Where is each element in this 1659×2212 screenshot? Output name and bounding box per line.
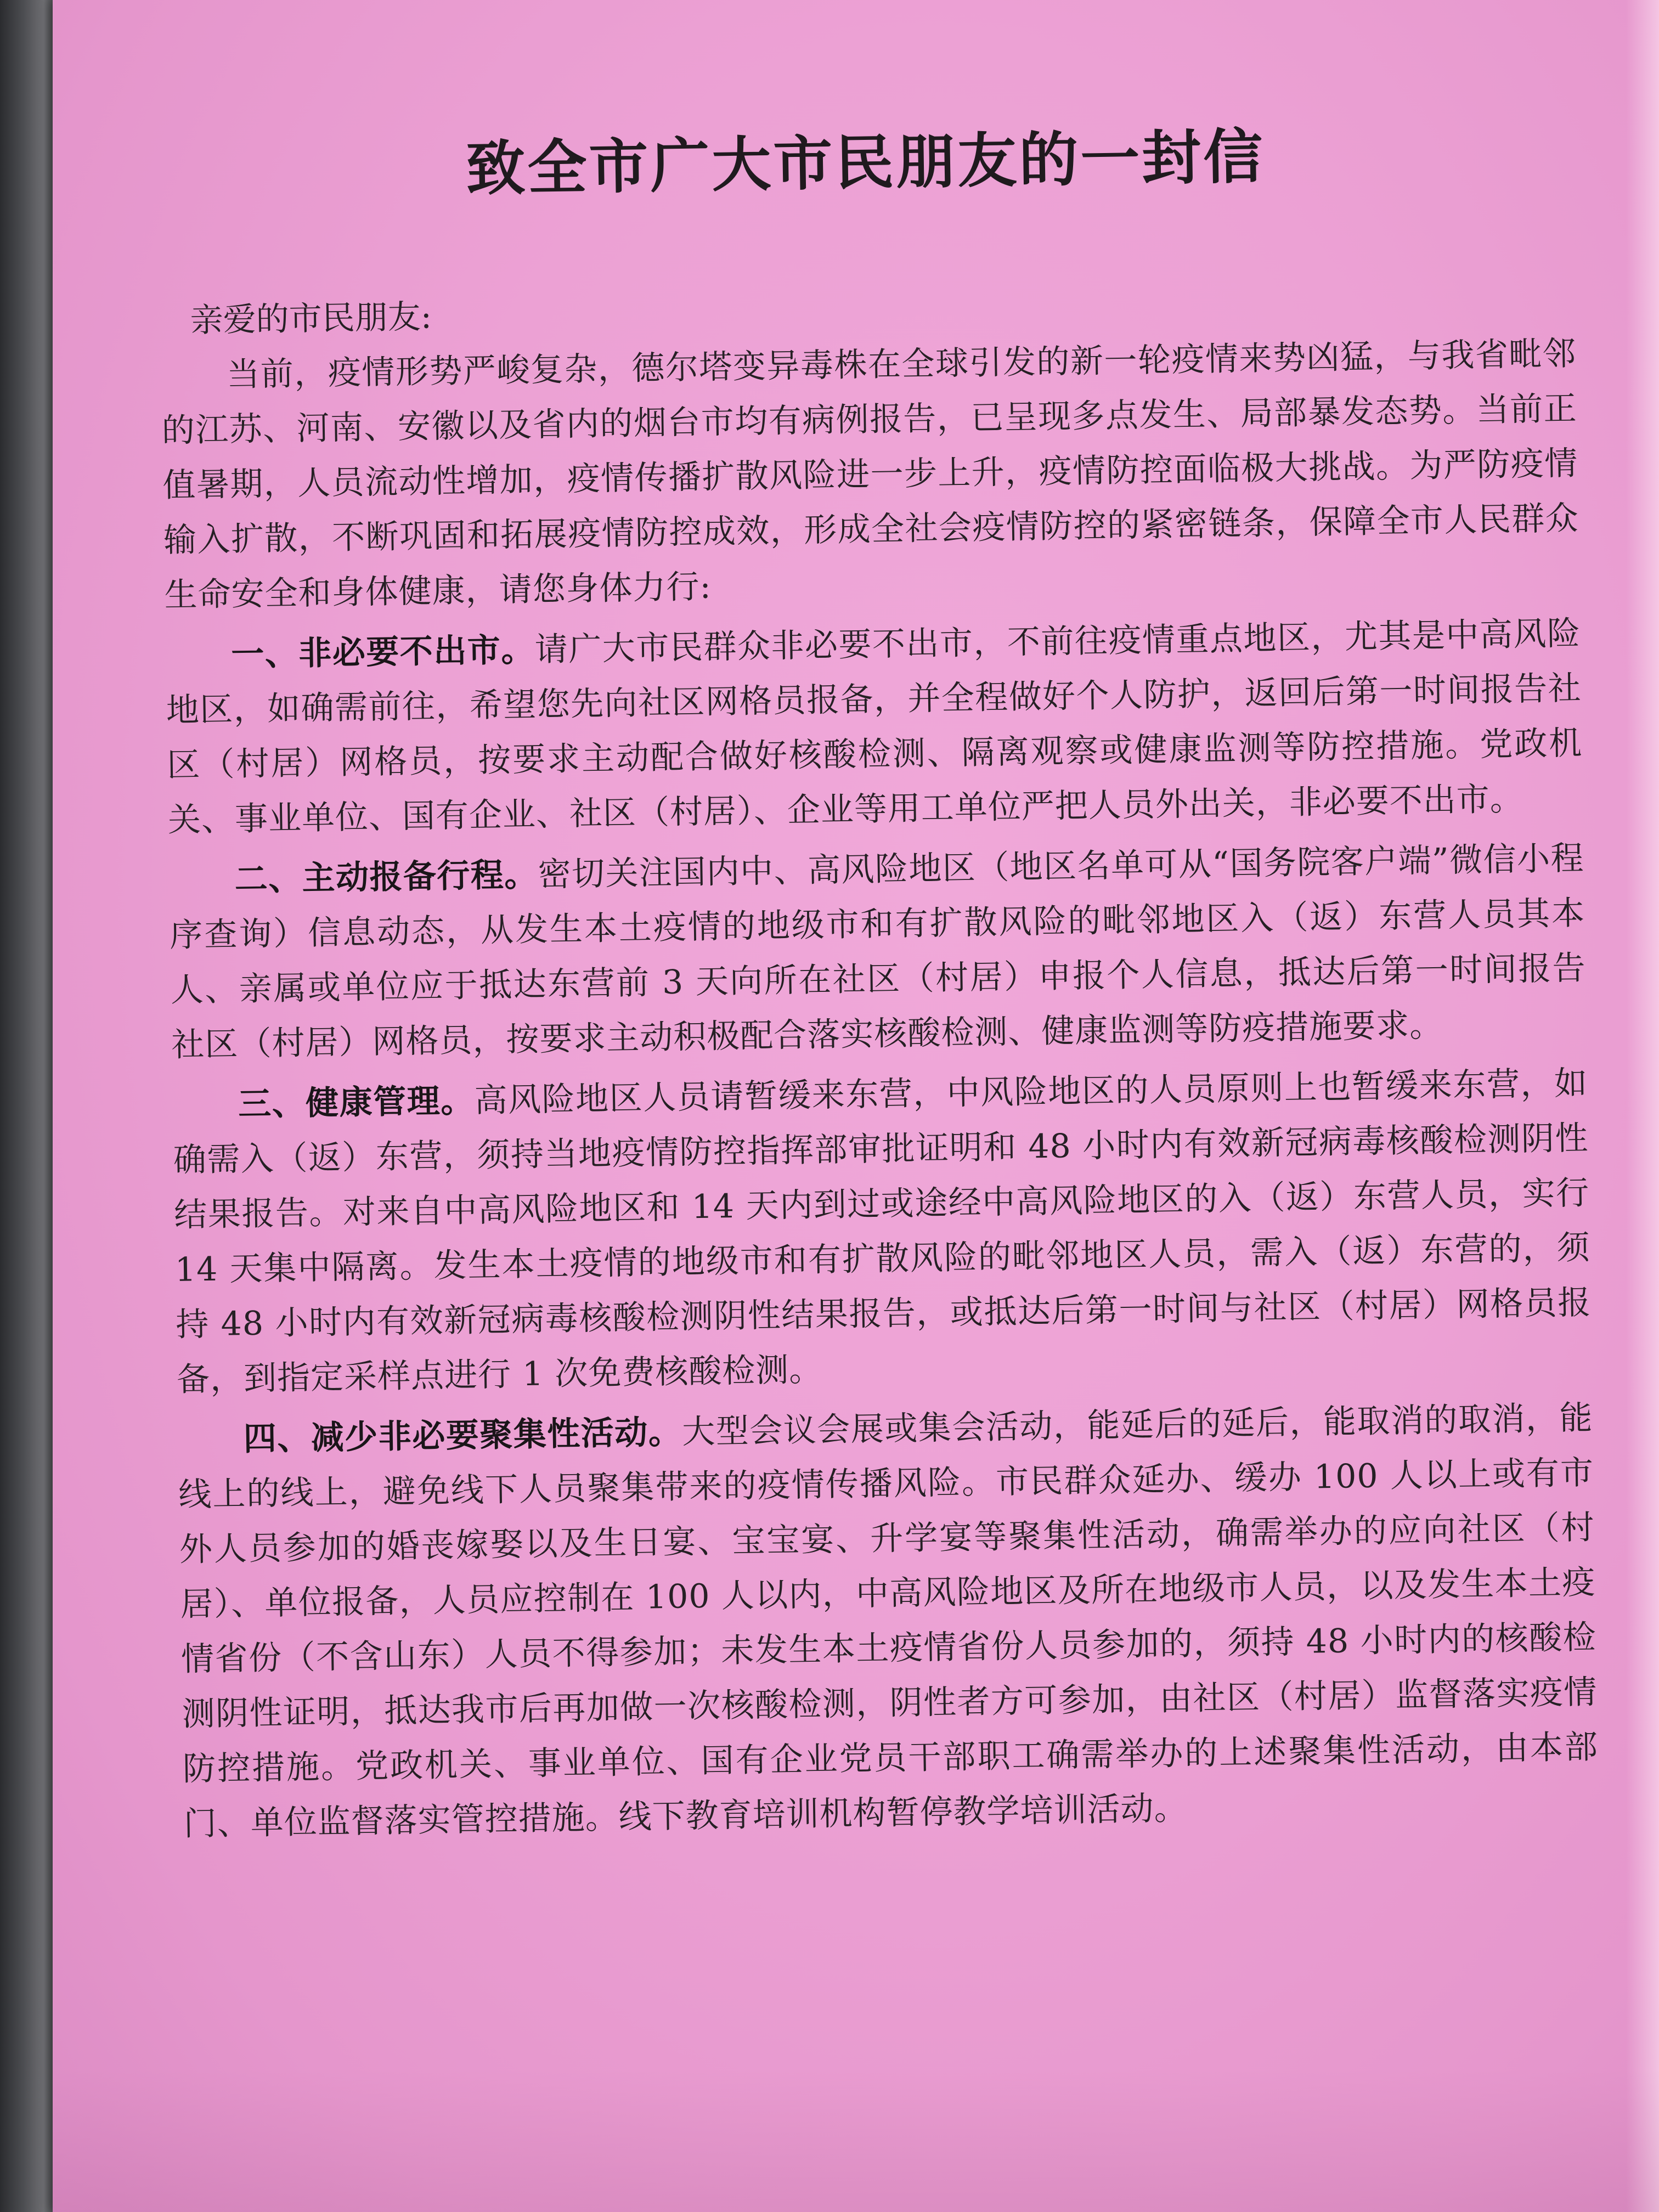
section-2	[168, 831, 1587, 1073]
section-3-body: 高风险地区人员请暂缓来东营，中风险地区的人员原则上也暂缓来东营，如确需入（返）东营，须持当地疫情防控指挥部审批证明和 48 小时内有效新冠病毒核酸检测阴性结果报告。对来自中高风险地区和 14 天内到过或途经中高风险地区的入（返）东营人员，实行 14 天集中隔离。发生本土疫情的地级市和有扩散风险的毗邻地区人员，需入（返）东营的，须持 48 小时内有效新冠病毒核酸检测阴性结果报告，或抵达后第一时间与社区（村居）网格员报备，到指定采样点进行 1 次免费核酸检测。	[173, 1064, 1592, 1399]
letter-title: 致全市广大市民朋友的一封信	[465, 122, 1266, 204]
salutation: 亲爱的市民朋友:	[190, 297, 432, 340]
section-1	[165, 606, 1584, 848]
printed-letter-sheet	[53, 0, 1659, 2212]
paper-bottom-shadow	[53, 2069, 1659, 2212]
section-4-body: 大型会议会展或集会活动，能延后的延后，能取消的取消，能线上的线上，避免线下人员聚集带来的疫情传播风险。市民群众延办、缓办 100 人以上或有市外人员参加的婚丧嫁娶以及生日宴、宝宝宴、升学宴等聚集性活动，确需举办的应向社区（村居）、单位报备，人员应控制在 100 人以内，中高风险地区及所在地级市人员，以及发生本土疫情省份（不含山东）人员不得参加；未发生本土疫情省份人员参加的，须持 48 小时内的核酸检测阴性证明，抵达我市后再加做一次核酸检测，阴性者方可参加，由社区（村居）监督落实疫情防控措施。党政机关、事业单位、国有企业党员干部职工确需举办的上述聚集性活动，由本部门、单位监督落实管控措施。线下教育培训机构暂停教学培训活动。	[178, 1398, 1599, 1843]
section-1-body: 请广大市民群众非必要不出市，不前往疫情重点地区，尤其是中高风险地区，如确需前往，希望您先向社区网格员报备，并全程做好个人防护，返回后第一时间报告社区（村居）网格员，按要求主动配合做好核酸检测、隔离观察或健康监测等防控措施。党政机关、事业单位、国有企业、社区（村居）、企业等用工单位严把人员外出关，非必要不出市。	[166, 614, 1583, 840]
section-4	[177, 1390, 1599, 1851]
paper-edge-highlight	[1626, 0, 1659, 2212]
section-1-heading: 一、非必要不出市。	[230, 630, 535, 674]
section-3-heading: 三、健康管理。	[238, 1081, 475, 1124]
section-3	[172, 1056, 1592, 1407]
intro-paragraph: 当前，疫情形势严峻复杂，德尔塔变异毒株在全球引发的新一轮疫情来势凶猛，与我省毗邻的江苏、河南、安徽以及省内的烟台市均有病例报告，已呈现多点发生、局部暴发态势。当前正值暑期，人员流动性增加，疫情传播扩散风险进一步上升，疫情防控面临极大挑战。为严防疫情输入扩散，不断巩固和拓展疫情防控成效，形成全社会疫情防控的紧密链条，保障全市人民群众生命安全和身体健康，请您身体力行:	[161, 334, 1579, 615]
section-2-body: 密切关注国内中、高风险地区（地区名单可从“国务院客户端”微信小程序查询）信息动态，从发生本土疫情的地级市和有扩散风险的毗邻地区入（返）东营人员其本人、亲属或单位应于抵达东营前 3 天向所在社区（村居）申报个人信息，抵达后第一时间报告社区（村居）网格员，按要求主动积极配合落实核酸检测、健康监测等防疫措施要求。	[169, 839, 1587, 1065]
section-4-heading: 四、减少非必要聚集性活动。	[243, 1413, 682, 1459]
section-2-heading: 二、主动报备行程。	[234, 855, 539, 899]
letter-body	[157, 104, 1599, 1852]
